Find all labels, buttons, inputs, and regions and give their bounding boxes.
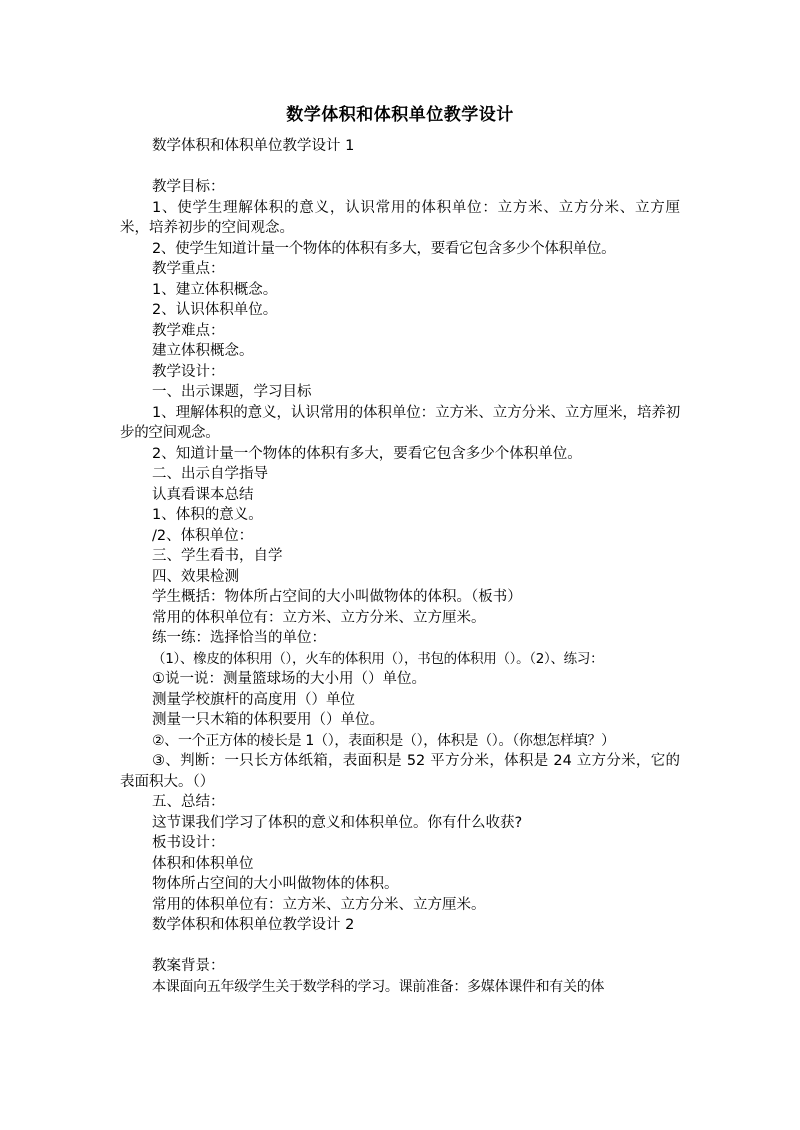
- paragraph: ③、判断：一只长方体纸箱，表面积是 52 平方分米，体积是 24 立方分米，它的表面积大。（）: [120, 753, 680, 790]
- paragraph: 三、学生看书，自学: [152, 548, 283, 564]
- paragraph: 测量学校旗杆的高度用（）单位: [152, 691, 355, 708]
- paragraph: 常用的体积单位有：立方米、立方分米、立方厘米。: [152, 609, 486, 626]
- paragraph: 常用的体积单位有：立方米、立方分米、立方厘米。: [152, 896, 486, 913]
- paragraph: 1、理解体积的意义，认识常用的体积单位：立方米、立方分米、立方厘米，培养初步的空间观念。: [120, 404, 680, 441]
- paragraph: 板书设计：: [152, 835, 225, 851]
- blank-line: [120, 936, 680, 957]
- document-body: [120, 136, 680, 997]
- paragraph: 建立体积概念。: [152, 343, 254, 359]
- section-heading: 数学体积和体积单位教学设计 2: [152, 917, 355, 933]
- paragraph: 2、使学生知道计量一个物体的体积有多大，要看它包含多少个体积单位。: [152, 240, 616, 257]
- heading-key-points: 教学重点：: [152, 261, 225, 277]
- paragraph: 四、效果检测: [152, 568, 239, 585]
- paragraph: 2、认识体积单位。: [152, 302, 278, 318]
- heading-difficulties: 教学难点：: [152, 322, 225, 339]
- paragraph: 1、使学生理解体积的意义，认识常用的体积单位：立方米、立方分米、立方厘米，培养初步的空间观念。: [120, 199, 680, 236]
- paragraph: 学生概括：物体所占空间的大小叫做物体的体积。（板书）: [152, 589, 522, 605]
- paragraph: ①说一说：测量篮球场的大小用（）单位。: [152, 671, 426, 687]
- paragraph: 2、知道计量一个物体的体积有多大，要看它包含多少个体积单位。: [152, 445, 582, 462]
- paragraph: 1、建立体积概念。: [152, 281, 278, 298]
- heading-objectives: 教学目标：: [152, 179, 225, 195]
- paragraph: 本课面向五年级学生关于数学科的学习。课前准备：多媒体课件和有关的体: [152, 978, 605, 995]
- paragraph: 体积和体积单位: [152, 855, 254, 872]
- blank-line: [120, 157, 680, 178]
- paragraph: 认真看课本总结: [152, 486, 254, 503]
- document-title: 数学体积和体积单位教学设计: [286, 105, 514, 125]
- paragraph: 测量一只木箱的体积要用（）单位。: [152, 712, 384, 728]
- paragraph: 物体所占空间的大小叫做物体的体积。: [152, 876, 399, 892]
- paragraph: （1）、橡皮的体积用（），火车的体积用（），书包的体积用（）。（2）、练习：: [152, 650, 604, 667]
- heading-design: 教学设计：: [152, 363, 225, 380]
- paragraph: 五、总结：: [152, 794, 225, 810]
- paragraph: 二、出示自学指导: [152, 466, 268, 482]
- paragraph: 1、体积的意义。: [152, 507, 263, 523]
- paragraph: ②、一个正方体的棱长是 1（），表面积是（），体积是（）。（你想怎样填？）: [152, 732, 615, 749]
- paragraph: 这节课我们学习了体积的意义和体积单位。你有什么收获?: [152, 814, 523, 831]
- paragraph: 练一练：选择恰当的单位：: [152, 630, 326, 646]
- paragraph: 一、出示课题，学习目标: [152, 384, 312, 400]
- paragraph: /2、体积单位：: [152, 527, 254, 544]
- paragraph: 教案背景：: [152, 958, 225, 974]
- section-heading: 数学体积和体积单位教学设计 1: [152, 138, 355, 154]
